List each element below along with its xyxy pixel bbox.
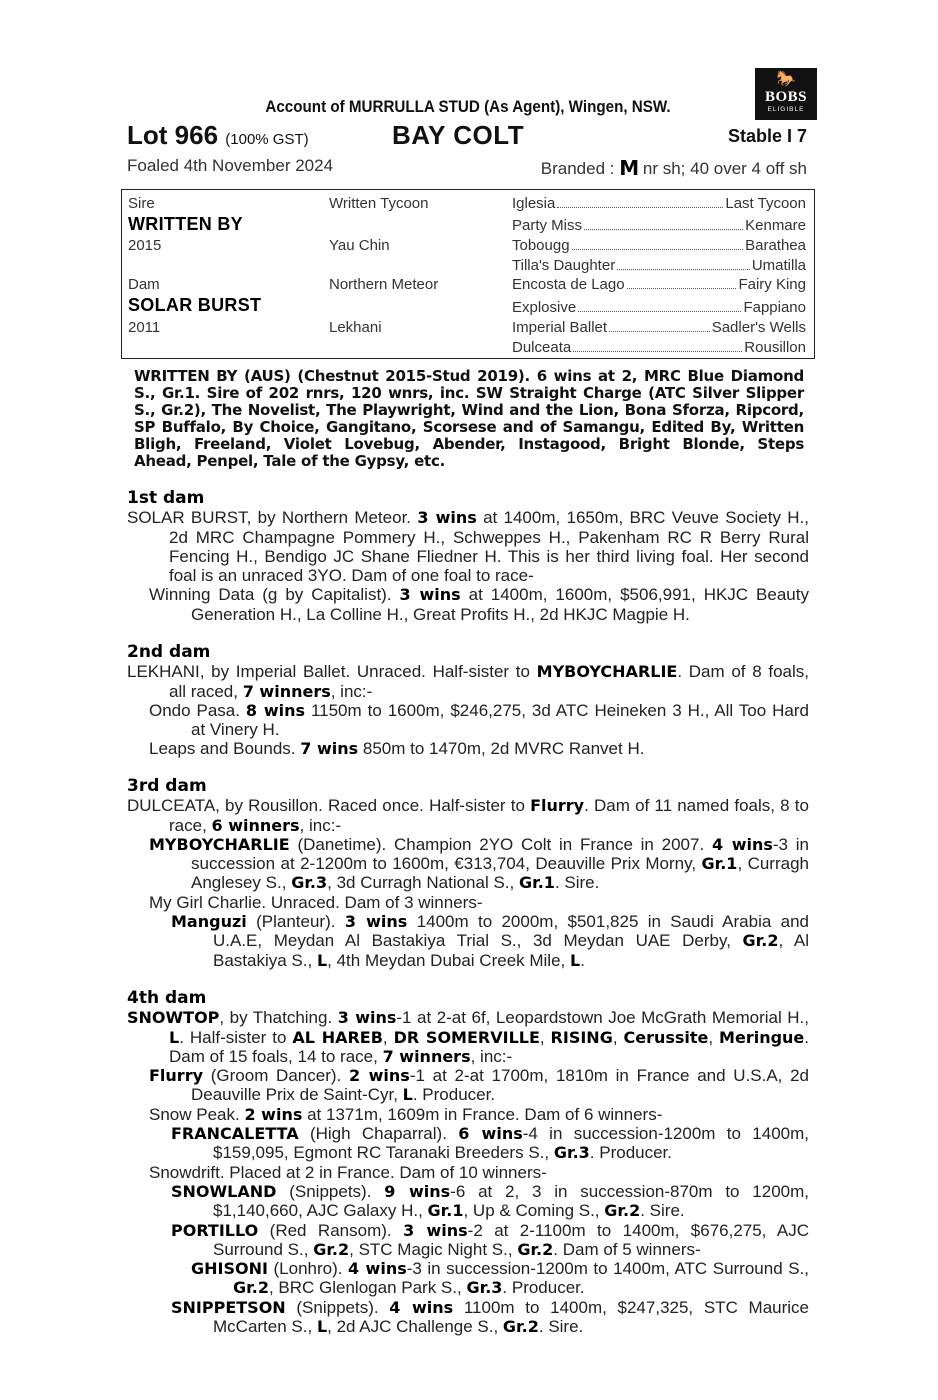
pedigree-gen3-row [512,299,806,316]
dam-dam: Lekhani [329,319,382,336]
progeny-entry: Leaps and Bounds. 7 wins 850m to 1470m, 2d MVRC Ranvet H. [149,739,645,759]
sire-sire: Written Tycoon [329,195,429,212]
gen3-left: Tilla's Daughter [512,257,616,274]
section-heading: 1st dam [127,488,205,508]
sire-name: WRITTEN BY [128,214,243,234]
second-dam-section [127,643,809,759]
dam-entry: SNOWTOP, by Thatching. 3 wins-1 at 2-at 6f, Leopardstown Joe McGrath Memorial H., L. Half-sister to AL HAREB, DR SOMERVILLE, RISING, Cerussite, Meringue. Dam of 15 foals, 14 to race, 7 winners, inc:- [127,1008,810,1066]
lot-number [127,120,309,151]
pedigree-gen3-row [512,319,806,336]
gen3-right: Kenmare [745,217,806,234]
gen3-left: Dulceata [512,339,572,356]
leader-dots [578,299,741,312]
progeny-entry: MYBOYCHARLIE (Danetime). Champion 2YO Colt in France in 2007. 4 wins-3 in succession at 2-1200m to 1600m, €313,704, Deauville Prix Morny, Gr.1, Curragh Anglesey S., Gr.3, 3d Curragh National S., Gr.1. Sire. [149,834,809,893]
sire-description: WRITTEN BY (AUS) (Chestnut 2015-Stud 2019). 6 wins at 2, MRC Blue Diamond S., Gr.1. Sire of 202 rnrs, 120 wnrs, inc. SW Straight Charge (ATC Silver Slipper S., Gr.2), The Novelist, The Playwright, Wind and the Lion, Bona Sforza, Ripcord, SP Buffalo, By Choice, Gangitano, Scorsese and of Samangu, Edited By, Written Bligh, Freeland, Violet Lovebug, Abender, Instagood, Bright Blonde, Steps Ahead, Penpel, Tale of the Gypsy, etc. [134,367,804,470]
foaling-brand-row [127,156,809,180]
logo-eligible: ELIGIBLE [767,106,805,113]
progeny-entry: SNOWLAND (Snippets). 9 wins-6 at 2, 3 in succession-870m to 1200m, $1,140,660, AJC Galaxy H., Gr.1, Up & Coming S., Gr.2. Sire. [171,1181,809,1221]
foaled-date: Foaled 4th November 2024 [127,156,334,175]
section-heading: 3rd dam [127,776,207,796]
gst-note: (100% GST) [225,131,309,148]
logo-bobs: BOBS [764,89,808,105]
progeny-entry: FRANCALETTA (High Chaparral). 6 wins-4 in succession-1200m to 1400m, $159,095, Egmont RC Taranaki Breeders S., Gr.3. Producer. [171,1124,809,1163]
branded-suffix: nr sh; 40 over 4 off sh [642,159,807,178]
lot-label: Lot 966 [127,120,219,150]
leader-dots [572,237,744,250]
leader-dots [584,217,743,230]
progeny-entry: GHISONI (Lonhro). 4 wins-3 in succession-1200m to 1400m, ATC Surround S., Gr.2, BRC Glenlogan Park S., Gr.3. Producer. [191,1259,809,1298]
gen3-right: Sadler's Wells [711,319,806,336]
sire-year: 2015 [128,237,162,254]
branded-prefix: Branded : [540,159,615,178]
third-dam-section [127,777,809,970]
progeny-entry: PORTILLO (Red Ransom). 3 wins-2 at 2-1100m to 1400m, $676,275, AJC Surround S., Gr.2, STC Magic Night S., Gr.2. Dam of 5 winners- [171,1220,810,1259]
gen3-right: Fappiano [743,299,806,316]
leader-dots [557,195,723,208]
lot-sex: BAY COLT [392,120,525,150]
progeny-entry: SNIPPETSON (Snippets). 4 wins 1100m to 1400m, $247,325, STC Maurice McCarten S., L, 2d AJC Challenge S., Gr.2. Sire. [171,1297,809,1337]
gen3-right: Fairy King [738,276,806,293]
brand-info [541,156,807,180]
gen3-left: Iglesia [512,195,556,212]
pedigree-gen3-row [512,217,806,234]
progeny-entry: Ondo Pasa. 8 wins 1150m to 1600m, $246,275, 3d ATC Heineken 3 H., All Too Hard at Vinery H. [149,700,809,740]
progeny-entry: Flurry (Groom Dancer). 2 wins-1 at 2-at 1700m, 1810m in France and U.S.A, 2d Deauville Prix de Saint-Cyr, L. Producer. [149,1066,809,1105]
dam-label: Dam [128,276,160,293]
fourth-dam-section [127,989,809,1336]
pedigree-gen3-row [512,339,806,356]
dam-entry: LEKHANI, by Imperial Ballet. Unraced. Half-sister to MYBOYCHARLIE. Dam of 8 foals, all raced, 7 winners, inc:- [127,662,809,701]
sire-dam: Yau Chin [329,237,390,254]
gen3-left: Party Miss [512,217,583,234]
progeny-entry: Snowdrift. Placed at 2 in France. Dam of 10 winners- [149,1162,547,1182]
leader-dots [627,276,737,289]
leader-dots [573,339,742,352]
progeny-entry: Manguzi (Planteur). 3 wins 1400m to 2000m, $501,825 in Saudi Arabia and U.A.E, Meydan Al Bastakiya Trial S., 3d Meydan UAE Derby, Gr.2, Al Bastakiya S., L, 4th Meydan Dubai Creek Mile, L. [171,912,810,970]
sire-label: Sire [128,195,155,212]
vendor-account: Account of MURRULLA STUD (As Agent), Wingen, NSW. [265,98,671,116]
pedigree-gen3-row [512,195,806,212]
horse-icon: 🐎 [776,71,796,88]
progeny-entry: Winning Data (g by Capitalist). 3 wins at 1400m, 1600m, $506,991, HKJC Beauty Generation H., La Colline H., Great Profits H., 2d HKJC Magpie H. [149,585,809,624]
first-dam-section [127,489,809,624]
dam-entry: DULCEATA, by Rousillon. Raced once. Half-sister to Flurry. Dam of 11 named foals, 8 to race, 6 winners, inc:- [127,796,809,835]
gen3-right: Last Tycoon [725,195,806,212]
gen3-right: Umatilla [751,257,806,274]
section-heading: 4th dam [127,988,207,1008]
dam-name: SOLAR BURST [128,295,262,315]
gen3-right: Barathea [745,237,806,254]
gen3-left: Imperial Ballet [512,319,608,336]
dam-year: 2011 [128,319,161,336]
gen3-left: Explosive [512,299,577,316]
dam-sire: Northern Meteor [329,276,439,293]
pedigree-table [121,189,815,359]
dam-entry: SOLAR BURST, by Northern Meteor. 3 wins at 1400m, 1650m, BRC Veuve Society H., 2d MRC Champagne Pommery H., Schweppes H., Pakenham RC R Berry Rural Fencing H., Bendigo JC Shane Fliedner H. This is her third living foal. Her second foal is an unraced 3YO. Dam of one foal to race- [127,508,809,586]
leader-dots [609,319,710,332]
pedigree-gen3-row [512,257,806,274]
leader-dots [617,257,750,270]
progeny-entry: My Girl Charlie. Unraced. Dam of 3 winners- [149,892,483,912]
gen3-right: Rousillon [744,339,806,356]
section-heading: 2nd dam [127,642,211,662]
gen3-left: Encosta de Lago [512,276,625,293]
stable-location: Stable I 7 [727,126,807,146]
gen3-left: Tobougg [512,237,570,254]
brand-mark-icon: M [619,156,639,180]
lot-header [127,120,809,152]
pedigree-gen3-row [512,237,806,254]
pedigree-gen3-row [512,276,806,293]
progeny-entry: Snow Peak. 2 wins at 1371m, 1609m in France. Dam of 6 winners- [149,1104,663,1124]
